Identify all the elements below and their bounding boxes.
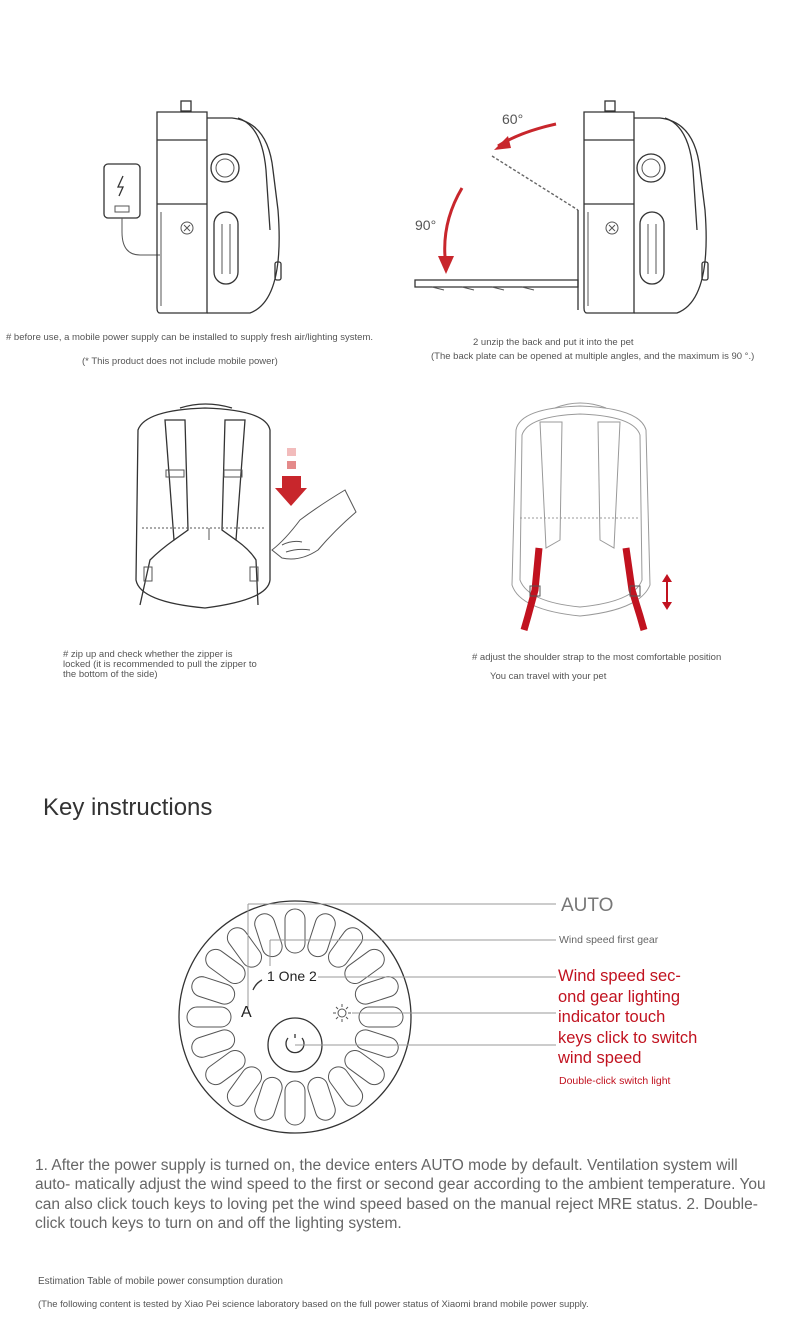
arc-icon xyxy=(253,980,262,990)
arrow-90-icon xyxy=(445,188,462,266)
arrow-up-icon xyxy=(662,574,672,582)
arrow-down-small-icon xyxy=(662,602,672,610)
vent-slot xyxy=(305,1075,338,1123)
caption-strap-main: # adjust the shoulder strap to the most comfortable position xyxy=(472,652,722,663)
vent-slot xyxy=(305,911,338,959)
vent-slot xyxy=(325,1063,367,1110)
table-title: Estimation Table of mobile power consumption duration xyxy=(38,1276,283,1287)
vent-slot xyxy=(223,1063,265,1110)
caption-power-note: (* This product does not include mobile power) xyxy=(82,356,278,367)
caption-zip-main: # zip up and check whether the zipper is locked (it is recommended to pull the zipper to the bottom of the side) xyxy=(63,649,257,680)
vent-slot xyxy=(189,1027,237,1060)
table-note: (The following content is tested by Xiao Pei science laboratory based on the full power status of Xiaomi brand mobile power supply. xyxy=(38,1299,589,1310)
label-second-gear: Wind speed sec- ond gear lighting indicator touch keys click to switch wind speed xyxy=(558,967,698,1068)
vent-slot xyxy=(285,1081,305,1125)
vent-slot xyxy=(353,1027,401,1060)
backpack-open-back-illustration xyxy=(0,0,790,330)
vent-slot xyxy=(325,924,367,971)
vent-slot xyxy=(252,1075,285,1123)
vent-slot xyxy=(252,911,285,959)
caption-power-main: # before use, a mobile power supply can be installed to supply fresh air/lighting system. xyxy=(6,332,374,343)
key-description: 1. After the power supply is turned on, the device enters AUTO mode by default. Ventilation system will auto- matically adjust the wind speed to the first or second gear according to the ambient temperature. You can also click touch keys to loving pet the wind speed based on the manual reject MRE status. 2. Double-click touch keys to turn on and off the lighting system. xyxy=(35,1157,766,1233)
caption-unzip-note: (The back plate can be opened at multiple angles, and the maximum is 90 °.) xyxy=(431,351,755,362)
label-first-gear: Wind speed first gear xyxy=(559,934,659,946)
fan-auto-text: A xyxy=(241,1004,252,1021)
vent-slot xyxy=(223,924,265,971)
caption-unzip-main: 2 unzip the back and put it into the pet xyxy=(473,337,634,348)
key-instructions-title: Key instructions xyxy=(43,794,213,821)
label-auto: AUTO xyxy=(561,895,614,916)
angle-60-label: 60° xyxy=(502,111,524,127)
fan-gear-text: 1 One 2 xyxy=(267,968,317,984)
label-double-click: Double-click switch light xyxy=(559,1075,671,1087)
vent-slot xyxy=(341,1047,388,1089)
angle-90-label: 90° xyxy=(415,217,437,233)
caption-strap-note: You can travel with your pet xyxy=(490,671,607,682)
backpack-strap-illustration xyxy=(0,390,790,720)
vent-slot xyxy=(285,909,305,953)
vent-slot xyxy=(202,1047,249,1089)
